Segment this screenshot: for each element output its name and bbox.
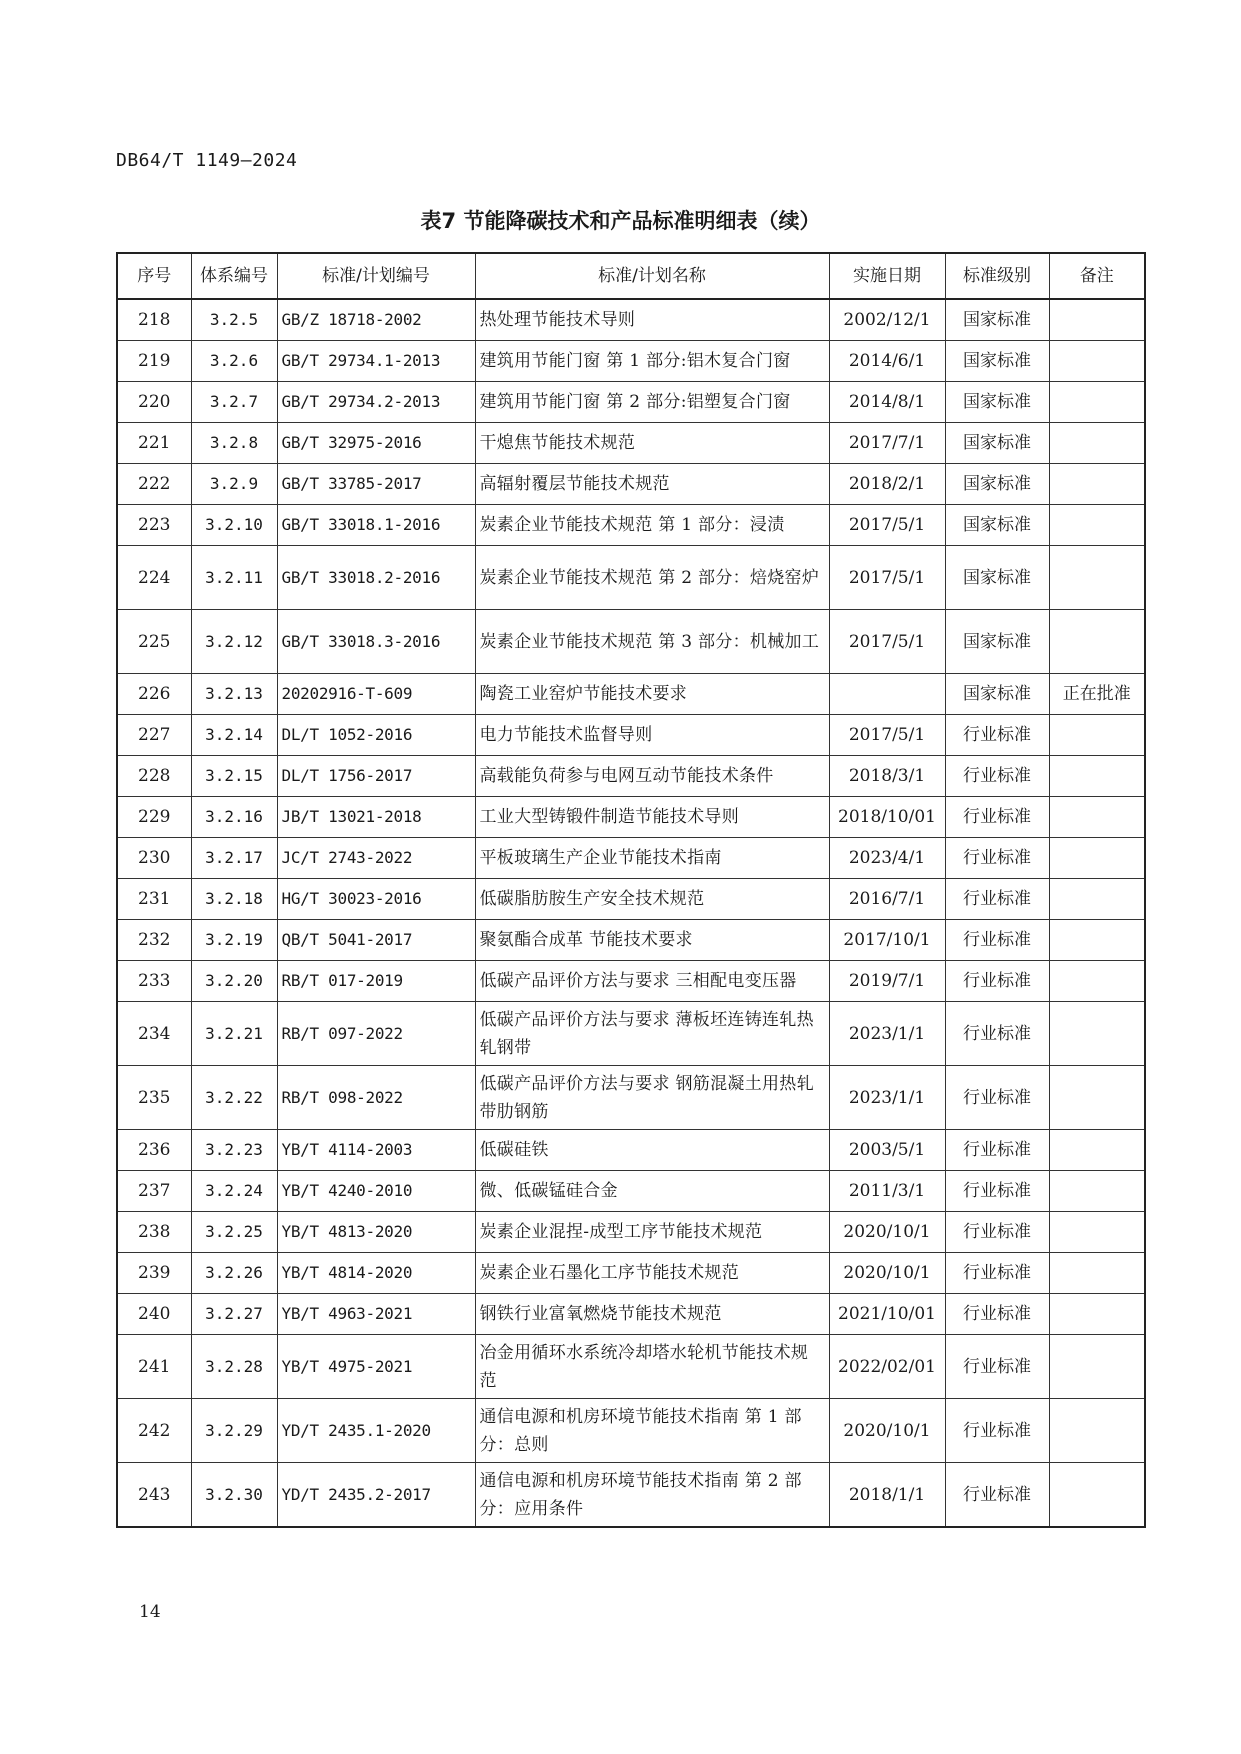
standard-code: RB/T 097-2022: [277, 1002, 475, 1066]
standard-level: 行业标准: [945, 920, 1049, 961]
standard-level: 行业标准: [945, 838, 1049, 879]
row-number: 240: [117, 1294, 191, 1335]
implementation-date: 2018/10/01: [829, 797, 945, 838]
standard-level: 行业标准: [945, 1130, 1049, 1171]
implementation-date: 2017/5/1: [829, 546, 945, 610]
table-row: [117, 715, 1145, 756]
table-row: [117, 1066, 1145, 1130]
table-row: [117, 1130, 1145, 1171]
row-number: 219: [117, 341, 191, 382]
implementation-date: 2023/1/1: [829, 1066, 945, 1130]
standard-level: 国家标准: [945, 299, 1049, 341]
standard-name: 高载能负荷参与电网互动节能技术条件: [475, 756, 829, 797]
table-row: [117, 505, 1145, 546]
standard-level: 行业标准: [945, 1212, 1049, 1253]
row-number: 228: [117, 756, 191, 797]
row-number: 225: [117, 610, 191, 674]
implementation-date: [829, 674, 945, 715]
implementation-date: 2023/4/1: [829, 838, 945, 879]
row-number: 230: [117, 838, 191, 879]
standard-name: 干熄焦节能技术规范: [475, 423, 829, 464]
standard-name: 平板玻璃生产企业节能技术指南: [475, 838, 829, 879]
standard-code: YB/T 4963-2021: [277, 1294, 475, 1335]
system-number: 3.2.22: [191, 1066, 277, 1130]
system-number: 3.2.17: [191, 838, 277, 879]
implementation-date: 2017/5/1: [829, 505, 945, 546]
standard-name: 低碳产品评价方法与要求 三相配电变压器: [475, 961, 829, 1002]
standard-code: RB/T 098-2022: [277, 1066, 475, 1130]
col-header-system-no: 体系编号: [191, 253, 277, 299]
standard-level: 行业标准: [945, 1463, 1049, 1528]
row-number: 223: [117, 505, 191, 546]
system-number: 3.2.6: [191, 341, 277, 382]
standard-code: GB/T 33018.3-2016: [277, 610, 475, 674]
remark: [1049, 879, 1145, 920]
table-row: [117, 1002, 1145, 1066]
standard-level: 行业标准: [945, 1253, 1049, 1294]
table-row: [117, 1212, 1145, 1253]
system-number: 3.2.23: [191, 1130, 277, 1171]
remark: [1049, 464, 1145, 505]
table-row: [117, 961, 1145, 1002]
system-number: 3.2.28: [191, 1335, 277, 1399]
row-number: 227: [117, 715, 191, 756]
remark: [1049, 756, 1145, 797]
standard-code: YB/T 4975-2021: [277, 1335, 475, 1399]
implementation-date: 2020/10/1: [829, 1212, 945, 1253]
row-number: 237: [117, 1171, 191, 1212]
standard-name: 陶瓷工业窑炉节能技术要求: [475, 674, 829, 715]
table-row: [117, 1253, 1145, 1294]
implementation-date: 2014/6/1: [829, 341, 945, 382]
standard-name: 低碳脂肪胺生产安全技术规范: [475, 879, 829, 920]
page-number: 14: [139, 1602, 161, 1622]
standard-name: 建筑用节能门窗 第 1 部分:铝木复合门窗: [475, 341, 829, 382]
remark: [1049, 505, 1145, 546]
system-number: 3.2.27: [191, 1294, 277, 1335]
system-number: 3.2.29: [191, 1399, 277, 1463]
row-number: 220: [117, 382, 191, 423]
col-header-standard-name: 标准/计划名称: [475, 253, 829, 299]
standard-code: YD/T 2435.1-2020: [277, 1399, 475, 1463]
remark: [1049, 1130, 1145, 1171]
col-header-standard-code: 标准/计划编号: [277, 253, 475, 299]
remark: [1049, 1253, 1145, 1294]
system-number: 3.2.20: [191, 961, 277, 1002]
remark: [1049, 1066, 1145, 1130]
remark: 正在批准: [1049, 674, 1145, 715]
standard-level: 行业标准: [945, 1399, 1049, 1463]
implementation-date: 2020/10/1: [829, 1253, 945, 1294]
system-number: 3.2.15: [191, 756, 277, 797]
implementation-date: 2017/5/1: [829, 715, 945, 756]
remark: [1049, 546, 1145, 610]
remark: [1049, 1463, 1145, 1528]
standard-name: 通信电源和机房环境节能技术指南 第 2 部分：应用条件: [475, 1463, 829, 1528]
system-number: 3.2.26: [191, 1253, 277, 1294]
remark: [1049, 838, 1145, 879]
standard-code: YB/T 4114-2003: [277, 1130, 475, 1171]
implementation-date: 2018/3/1: [829, 756, 945, 797]
standard-code: QB/T 5041-2017: [277, 920, 475, 961]
implementation-date: 2018/2/1: [829, 464, 945, 505]
implementation-date: 2018/1/1: [829, 1463, 945, 1528]
col-header-date: 实施日期: [829, 253, 945, 299]
standard-level: 行业标准: [945, 715, 1049, 756]
standard-code: GB/T 32975-2016: [277, 423, 475, 464]
standard-level: 行业标准: [945, 1002, 1049, 1066]
row-number: 222: [117, 464, 191, 505]
system-number: 3.2.24: [191, 1171, 277, 1212]
system-number: 3.2.16: [191, 797, 277, 838]
standard-name: 聚氨酯合成革 节能技术要求: [475, 920, 829, 961]
standard-code: GB/Z 18718-2002: [277, 299, 475, 341]
table-row: [117, 1399, 1145, 1463]
table-row: [117, 423, 1145, 464]
implementation-date: 2017/10/1: [829, 920, 945, 961]
col-header-level: 标准级别: [945, 253, 1049, 299]
remark: [1049, 423, 1145, 464]
implementation-date: 2002/12/1: [829, 299, 945, 341]
standard-code: RB/T 017-2019: [277, 961, 475, 1002]
row-number: 218: [117, 299, 191, 341]
row-number: 242: [117, 1399, 191, 1463]
standard-code: DL/T 1756-2017: [277, 756, 475, 797]
row-number: 224: [117, 546, 191, 610]
implementation-date: 2021/10/01: [829, 1294, 945, 1335]
remark: [1049, 715, 1145, 756]
row-number: 236: [117, 1130, 191, 1171]
standard-level: 国家标准: [945, 505, 1049, 546]
standard-level: 国家标准: [945, 610, 1049, 674]
implementation-date: 2017/5/1: [829, 610, 945, 674]
standard-code: HG/T 30023-2016: [277, 879, 475, 920]
table-title: 表7 节能降碳技术和产品标准明细表（续）: [420, 209, 821, 233]
standard-code: YB/T 4813-2020: [277, 1212, 475, 1253]
system-number: 3.2.18: [191, 879, 277, 920]
standard-name: 低碳产品评价方法与要求 薄板坯连铸连轧热轧钢带: [475, 1002, 829, 1066]
standard-code: 20202916-T-609: [277, 674, 475, 715]
implementation-date: 2020/10/1: [829, 1399, 945, 1463]
row-number: 231: [117, 879, 191, 920]
system-number: 3.2.21: [191, 1002, 277, 1066]
system-number: 3.2.30: [191, 1463, 277, 1528]
system-number: 3.2.14: [191, 715, 277, 756]
row-number: 221: [117, 423, 191, 464]
col-header-note: 备注: [1049, 253, 1145, 299]
remark: [1049, 610, 1145, 674]
standard-level: 行业标准: [945, 797, 1049, 838]
remark: [1049, 1294, 1145, 1335]
standard-level: 国家标准: [945, 341, 1049, 382]
standard-code: YB/T 4814-2020: [277, 1253, 475, 1294]
system-number: 3.2.9: [191, 464, 277, 505]
standard-name: 炭素企业节能技术规范 第 3 部分：机械加工: [475, 610, 829, 674]
standard-name: 热处理节能技术导则: [475, 299, 829, 341]
row-number: 234: [117, 1002, 191, 1066]
standards-table: [116, 252, 1146, 1528]
standard-name: 低碳硅铁: [475, 1130, 829, 1171]
standard-name: 通信电源和机房环境节能技术指南 第 1 部分：总则: [475, 1399, 829, 1463]
document-code: DB64/T 1149—2024: [116, 150, 298, 171]
system-number: 3.2.13: [191, 674, 277, 715]
standard-code: GB/T 33018.1-2016: [277, 505, 475, 546]
standard-name: 微、低碳锰硅合金: [475, 1171, 829, 1212]
row-number: 233: [117, 961, 191, 1002]
implementation-date: 2023/1/1: [829, 1002, 945, 1066]
table-row: [117, 797, 1145, 838]
standard-level: 行业标准: [945, 1066, 1049, 1130]
standard-code: YB/T 4240-2010: [277, 1171, 475, 1212]
table-row: [117, 1171, 1145, 1212]
system-number: 3.2.8: [191, 423, 277, 464]
table-row: [117, 674, 1145, 715]
row-number: 229: [117, 797, 191, 838]
system-number: 3.2.7: [191, 382, 277, 423]
remark: [1049, 1335, 1145, 1399]
standard-name: 炭素企业节能技术规范 第 1 部分：浸渍: [475, 505, 829, 546]
table-body: [117, 299, 1145, 1527]
implementation-date: 2003/5/1: [829, 1130, 945, 1171]
implementation-date: 2011/3/1: [829, 1171, 945, 1212]
standard-code: JB/T 13021-2018: [277, 797, 475, 838]
remark: [1049, 341, 1145, 382]
table-row: [117, 299, 1145, 341]
table-row: [117, 1335, 1145, 1399]
row-number: 243: [117, 1463, 191, 1528]
row-number: 226: [117, 674, 191, 715]
standard-level: 行业标准: [945, 1335, 1049, 1399]
system-number: 3.2.25: [191, 1212, 277, 1253]
remark: [1049, 961, 1145, 1002]
remark: [1049, 382, 1145, 423]
system-number: 3.2.10: [191, 505, 277, 546]
implementation-date: 2014/8/1: [829, 382, 945, 423]
table-row: [117, 546, 1145, 610]
implementation-date: 2022/02/01: [829, 1335, 945, 1399]
standard-name: 炭素企业节能技术规范 第 2 部分：焙烧窑炉: [475, 546, 829, 610]
table-row: [117, 1463, 1145, 1528]
table-row: [117, 464, 1145, 505]
table-row: [117, 341, 1145, 382]
remark: [1049, 299, 1145, 341]
standard-name: 低碳产品评价方法与要求 钢筋混凝土用热轧带肋钢筋: [475, 1066, 829, 1130]
standard-level: 行业标准: [945, 1294, 1049, 1335]
standard-level: 行业标准: [945, 879, 1049, 920]
row-number: 241: [117, 1335, 191, 1399]
standard-code: JC/T 2743-2022: [277, 838, 475, 879]
table-row: [117, 610, 1145, 674]
standard-name: 高辐射覆层节能技术规范: [475, 464, 829, 505]
implementation-date: 2019/7/1: [829, 961, 945, 1002]
standard-level: 国家标准: [945, 423, 1049, 464]
standard-name: 建筑用节能门窗 第 2 部分:铝塑复合门窗: [475, 382, 829, 423]
row-number: 232: [117, 920, 191, 961]
table-row: [117, 756, 1145, 797]
standard-name: 电力节能技术监督导则: [475, 715, 829, 756]
table-header-row: [117, 253, 1145, 299]
table-row: [117, 382, 1145, 423]
standard-code: YD/T 2435.2-2017: [277, 1463, 475, 1528]
row-number: 239: [117, 1253, 191, 1294]
standard-level: 国家标准: [945, 546, 1049, 610]
row-number: 235: [117, 1066, 191, 1130]
remark: [1049, 1002, 1145, 1066]
standard-code: GB/T 33785-2017: [277, 464, 475, 505]
standard-name: 炭素企业混捏-成型工序节能技术规范: [475, 1212, 829, 1253]
implementation-date: 2016/7/1: [829, 879, 945, 920]
system-number: 3.2.19: [191, 920, 277, 961]
standard-name: 工业大型铸锻件制造节能技术导则: [475, 797, 829, 838]
standard-code: GB/T 33018.2-2016: [277, 546, 475, 610]
standard-name: 钢铁行业富氧燃烧节能技术规范: [475, 1294, 829, 1335]
system-number: 3.2.11: [191, 546, 277, 610]
standard-level: 行业标准: [945, 961, 1049, 1002]
row-number: 238: [117, 1212, 191, 1253]
standard-level: 国家标准: [945, 464, 1049, 505]
table-row: [117, 1294, 1145, 1335]
col-header-no: 序号: [117, 253, 191, 299]
standard-level: 国家标准: [945, 674, 1049, 715]
standard-level: 行业标准: [945, 756, 1049, 797]
remark: [1049, 1212, 1145, 1253]
standard-level: 国家标准: [945, 382, 1049, 423]
standard-name: 冶金用循环水系统冷却塔水轮机节能技术规范: [475, 1335, 829, 1399]
remark: [1049, 1399, 1145, 1463]
table-row: [117, 838, 1145, 879]
remark: [1049, 920, 1145, 961]
system-number: 3.2.5: [191, 299, 277, 341]
remark: [1049, 1171, 1145, 1212]
system-number: 3.2.12: [191, 610, 277, 674]
table-row: [117, 920, 1145, 961]
implementation-date: 2017/7/1: [829, 423, 945, 464]
standard-code: GB/T 29734.2-2013: [277, 382, 475, 423]
standard-level: 行业标准: [945, 1171, 1049, 1212]
remark: [1049, 797, 1145, 838]
standard-code: DL/T 1052-2016: [277, 715, 475, 756]
table-row: [117, 879, 1145, 920]
standard-code: GB/T 29734.1-2013: [277, 341, 475, 382]
standard-name: 炭素企业石墨化工序节能技术规范: [475, 1253, 829, 1294]
